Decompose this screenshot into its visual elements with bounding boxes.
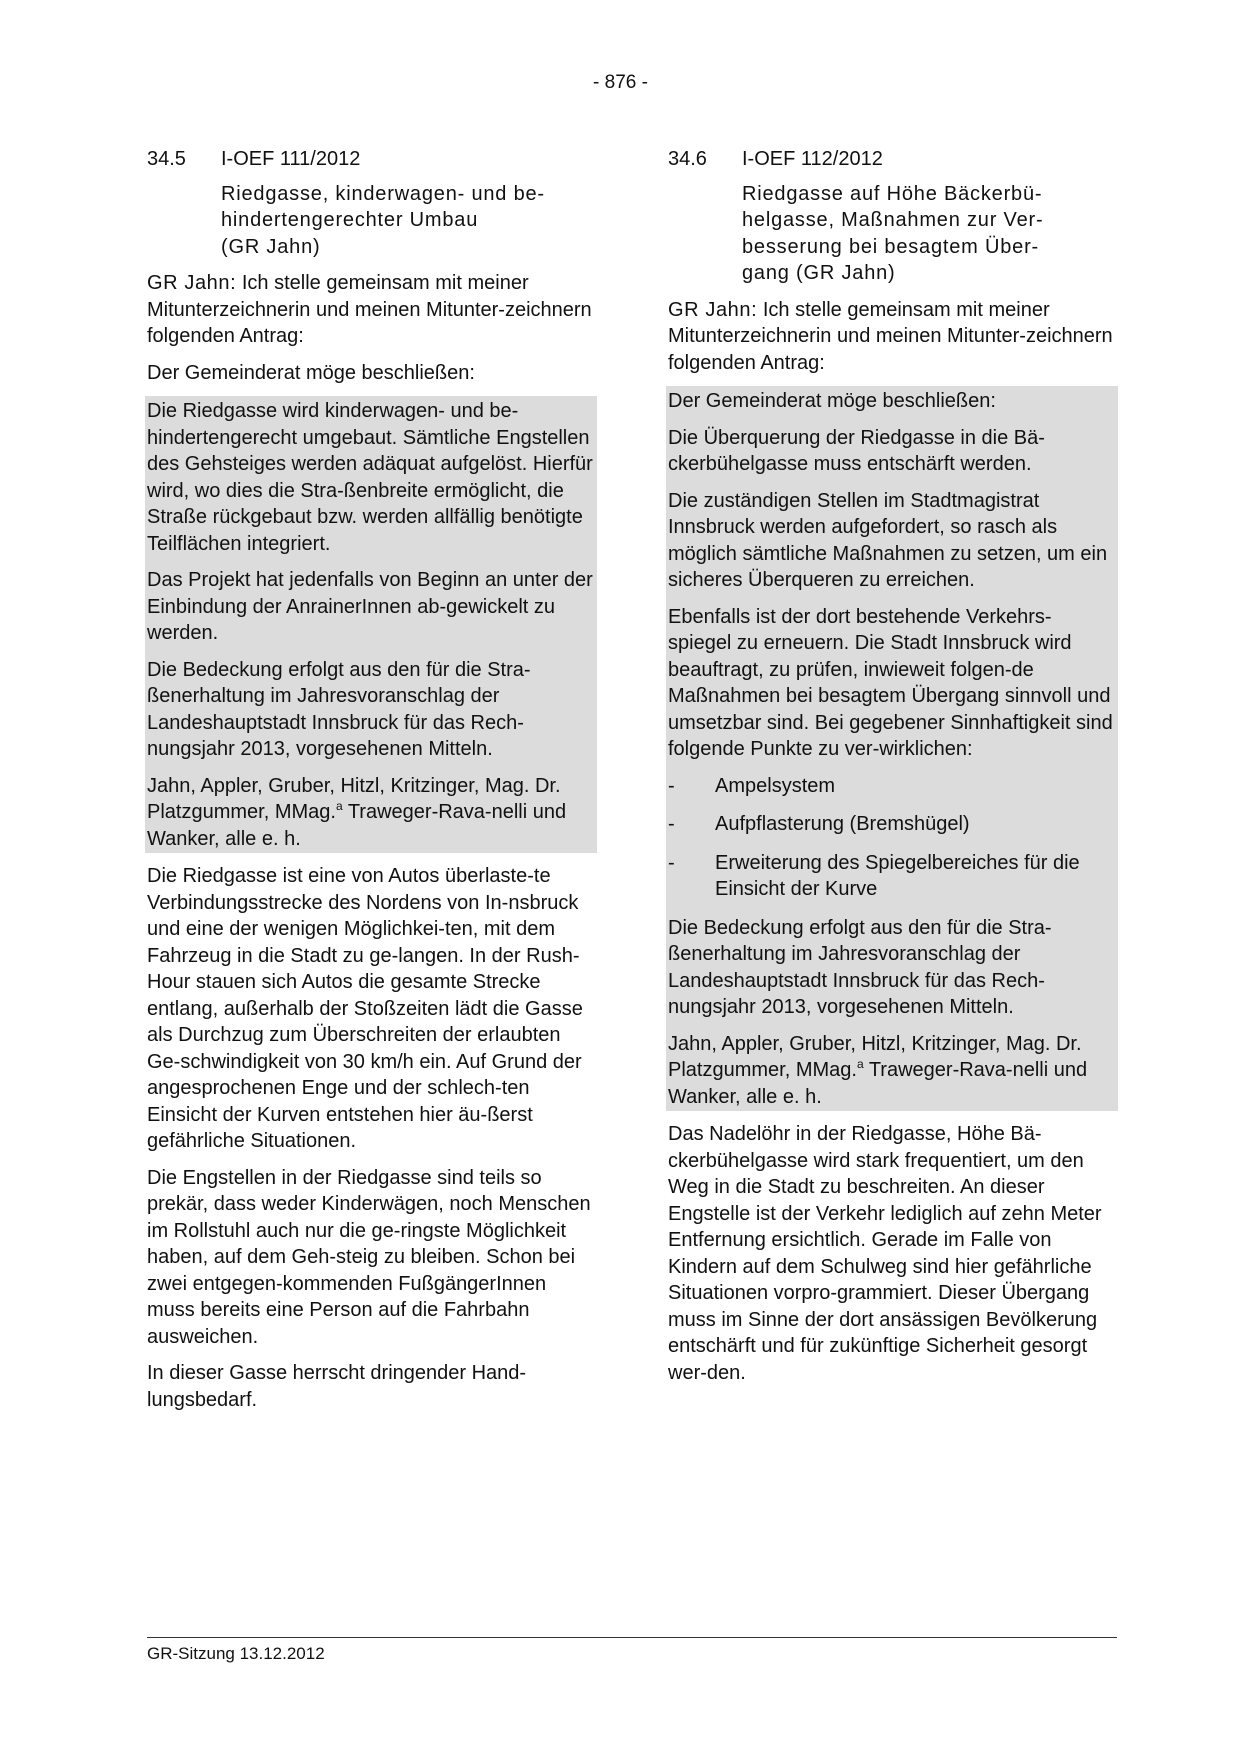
motion-text-block [145,396,597,853]
subtitle-line: Riedgasse auf Höhe Bäckerbü- [742,182,1043,205]
body-paragraph: Die Engstellen in der Riedgasse sind teils so prekär, dass weder Kinderwägen, noch Menschen im Rollstuhl auch nur die ge-ringste Möglichkeit haben, auf dem Geh-steig zu bleiben. Schon bei zwei entgegen-kommenden FußgängerInnen muss bereits eine Person auf die Fahrbahn ausweichen. [147,1166,591,1348]
bullet-dash: - [668,851,675,874]
item-subtitle [221,181,597,261]
motion-paragraph: Ebenfalls ist der dort bestehende Verkehrs-spiegel zu erneuern. Die Stadt Innsbruck wird beauftragt, zu prüfen, inwieweit folgen-de Maßnahmen bei besagtem Übergang sinnvoll und umsetzbar sind. Bei gegebener Sinnhaftigkeit sind folgende Punkte zu ver-wirklichen: [668,605,1113,760]
item-code: I-OEF 112/2012 [742,148,883,170]
intro-paragraph [668,297,1118,377]
signers [147,773,593,853]
bullet-dash: - [668,774,675,797]
item-number: 34.5 [147,148,186,170]
bullet-item [668,850,1114,903]
signers-text-end: Traweger-Rava-nelli und Wanker, alle e. h. [147,801,567,850]
subtitle-line: helgasse, Maßnahmen zur Ver- [742,209,1044,231]
bullet-item [668,773,1114,800]
speaker: GR Jahn: [668,298,758,321]
subtitle-line: hindertengerechter Umbau [221,209,479,231]
speaker: GR Jahn: [147,272,237,294]
right-column [668,146,1118,1396]
subtitle-line: besserung bei besagtem Über- [742,235,1039,258]
item-subtitle [742,181,1118,287]
motion-text-block [666,386,1118,1111]
signers-text-end: Traweger-Rava-nelli und Wanker, alle e. h. [668,1059,1088,1108]
bullet-text: Aufpflasterung (Bremshügel) [715,813,970,835]
item-code: I-OEF 111/2012 [221,148,361,170]
bullet-text: Erweiterung des Spiegelbereiches für die Einsicht der Kurve [715,851,1080,900]
item-heading-34-6 [668,146,1118,173]
bullet-text: Ampelsystem [715,774,836,797]
page-number: - 876 - [593,72,648,93]
resolve-line: Der Gemeinderat möge beschließen: [668,390,996,412]
signers-sup: a [335,799,343,813]
bullet-dash: - [668,813,675,835]
signers-sup: a [856,1057,864,1071]
left-column [147,146,597,1423]
signers [668,1031,1114,1111]
body-paragraph: Die Riedgasse ist eine von Autos überlaste-te Verbindungsstrecke des Nordens von In-nsbruck und eine der wenigen Möglichkei-ten, mit dem Fahrzeug in die Stadt zu ge-langen. In der Rush-Hour stauen sich Autos die gesamte Strecke entlang, außerhalb der Stoßzeiten lädt die Gasse als Durchzug zum Überschreiten der erlaubten Ge-schwindigkeit von 30 km/h ein. Auf Grund der angesprochenen Enge und der schlech-ten Einsicht der Kurven entstehen hier äu-ßerst gefährliche Situationen. [147,865,583,1152]
item-number: 34.6 [668,148,707,170]
subtitle-line: Riedgasse, kinderwagen- und be- [221,182,545,205]
footer-text: GR-Sitzung 13.12.2012 [147,1644,325,1663]
footer-rule [147,1637,1117,1638]
intro-text: Ich stelle gemeinsam mit meiner Mitunterzeichnerin und meinen Mitunter-zeichnern folgenden Antrag: [147,272,592,347]
signers-text: Jahn, Appler, Gruber, Hitzl, Kritzinger, Mag. Dr. Platzgummer, MMag. [147,774,561,823]
bullet-item [668,811,1114,838]
signers-text: Jahn, Appler, Gruber, Hitzl, Kritzinger, Mag. Dr. Platzgummer, MMag. [668,1032,1082,1081]
intro-paragraph [147,270,597,350]
subtitle-line: gang (GR Jahn) [742,262,896,284]
intro-text: Ich stelle gemeinsam mit meiner Mitunterzeichnerin und meinen Mitunter-zeichnern folgenden Antrag: [668,298,1113,374]
motion-paragraph: Die zuständigen Stellen im Stadtmagistrat Innsbruck werden aufgefordert, so rasch als möglich sämtliche Maßnahmen zu setzen, um ein sicheres Überqueren zu erreichen. [668,489,1108,591]
subtitle-line: (GR Jahn) [221,235,321,258]
body-paragraph: In dieser Gasse herrscht dringender Hand-lungsbedarf. [147,1362,527,1411]
motion-paragraph: Die Riedgasse wird kinderwagen- und be-hindertengerecht umgebaut. Sämtliche Engstellen des Gehsteiges werden adäquat aufgelöst. Hierfür wird, wo dies die Stra-ßenbreite ermöglicht, die Straße rückgebaut bzw. werden allfällig benötigte Teilflächen integriert. [147,400,593,555]
item-heading-34-5 [147,146,597,173]
motion-paragraph: Die Bedeckung erfolgt aus den für die Stra-ßenerhaltung im Jahresvoranschlag der Landeshauptstadt Innsbruck für das Rech-nungsjahr 2013, vorgesehenen Mitteln. [147,658,531,760]
resolve-line: Der Gemeinderat möge beschließen: [147,361,475,384]
motion-paragraph: Die Überquerung der Riedgasse in die Bä-ckerbühelgasse muss entschärft werden. [668,426,1045,475]
motion-paragraph: Das Projekt hat jedenfalls von Beginn an unter der Einbindung der AnrainerInnen ab-gewickelt zu werden. [147,569,593,644]
funding-paragraph: Die Bedeckung erfolgt aus den für die Stra-ßenerhaltung im Jahresvoranschlag der Landeshauptstadt Innsbruck für das Rech-nungsjahr 2013, vorgesehenen Mitteln. [668,916,1052,1018]
body-paragraph: Das Nadelöhr in der Riedgasse, Höhe Bä-ckerbühelgasse wird stark frequentiert, um den Weg in die Stadt zu beschreiten. An dieser Engstelle ist der Verkehr lediglich auf zehn Meter Entfernung ersichtlich. Gerade im Falle von Kindern auf dem Schulweg sind hier gefährliche Situationen vorpro-grammiert. Dieser Übergang muss im Sinne der dort ansässigen Bevölkerung entschärft und für zukünftige Sicherheit gesorgt wer-den. [668,1123,1102,1384]
